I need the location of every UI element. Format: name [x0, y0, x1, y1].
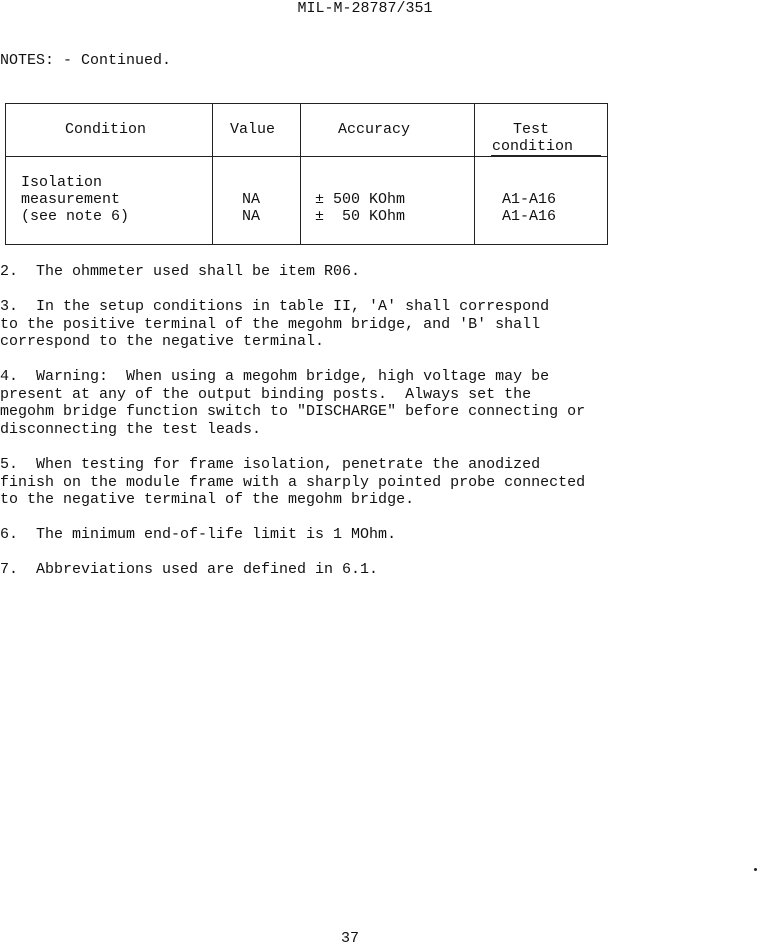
stray-mark [754, 868, 757, 871]
note-3-line: to the positive terminal of the megohm bridge, and 'B' shall [0, 316, 541, 333]
table-col-rule [474, 103, 475, 245]
note-3-line: 3. In the setup conditions in table II, 'A' shall correspond [0, 298, 550, 315]
row-accuracy: ± 500 KOhm [315, 191, 406, 208]
test-conditions-table [5, 103, 608, 245]
note-4-line: present at any of the output binding posts. Always set the [0, 386, 532, 403]
note-2-line: 2. The ohmmeter used shall be item R06. [0, 263, 361, 280]
header-test: Test [513, 121, 550, 138]
row-test-condition: A1-A16 [502, 191, 557, 208]
note-7-line: 7. Abbreviations used are defined in 6.1. [0, 561, 379, 578]
header-condition: Condition [65, 121, 147, 138]
table-header-rule [5, 156, 608, 157]
table-col-rule [300, 103, 301, 245]
notes-heading: NOTES: - Continued. [0, 52, 172, 69]
document-id-header: MIL-M-28787/351 [297, 0, 433, 17]
row-value: NA [242, 208, 261, 225]
row-condition-line: (see note 6) [21, 208, 130, 225]
row-condition-line: Isolation [21, 174, 103, 191]
table-bottom-rule [5, 244, 608, 245]
table-col-rule [212, 103, 213, 245]
row-value: NA [242, 191, 261, 208]
table-col-rule [607, 103, 608, 245]
note-4-line: 4. Warning: When using a megohm bridge, high voltage may be [0, 368, 550, 385]
row-test-condition: A1-A16 [502, 208, 557, 225]
note-3-line: correspond to the negative terminal. [0, 333, 325, 350]
table-col-rule [5, 103, 6, 245]
header-accuracy: Accuracy [338, 121, 411, 138]
note-6-line: 6. The minimum end-of-life limit is 1 MOhm. [0, 526, 397, 543]
note-5-line: 5. When testing for frame isolation, penetrate the anodized [0, 456, 541, 473]
note-4-line: disconnecting the test leads. [0, 421, 262, 438]
row-condition-line: measurement [21, 191, 121, 208]
row-accuracy: ± 50 KOhm [315, 208, 406, 225]
note-4-line: megohm bridge function switch to "DISCHARGE" before connecting or [0, 403, 586, 420]
note-5-line: to the negative terminal of the megohm bridge. [0, 491, 415, 508]
header-value: Value [230, 121, 276, 138]
note-5-line: finish on the module frame with a sharply pointed probe connected [0, 474, 586, 491]
page-number: 37 [340, 930, 359, 947]
header-test-condition: condition [492, 138, 574, 155]
table-top-rule [5, 103, 608, 104]
